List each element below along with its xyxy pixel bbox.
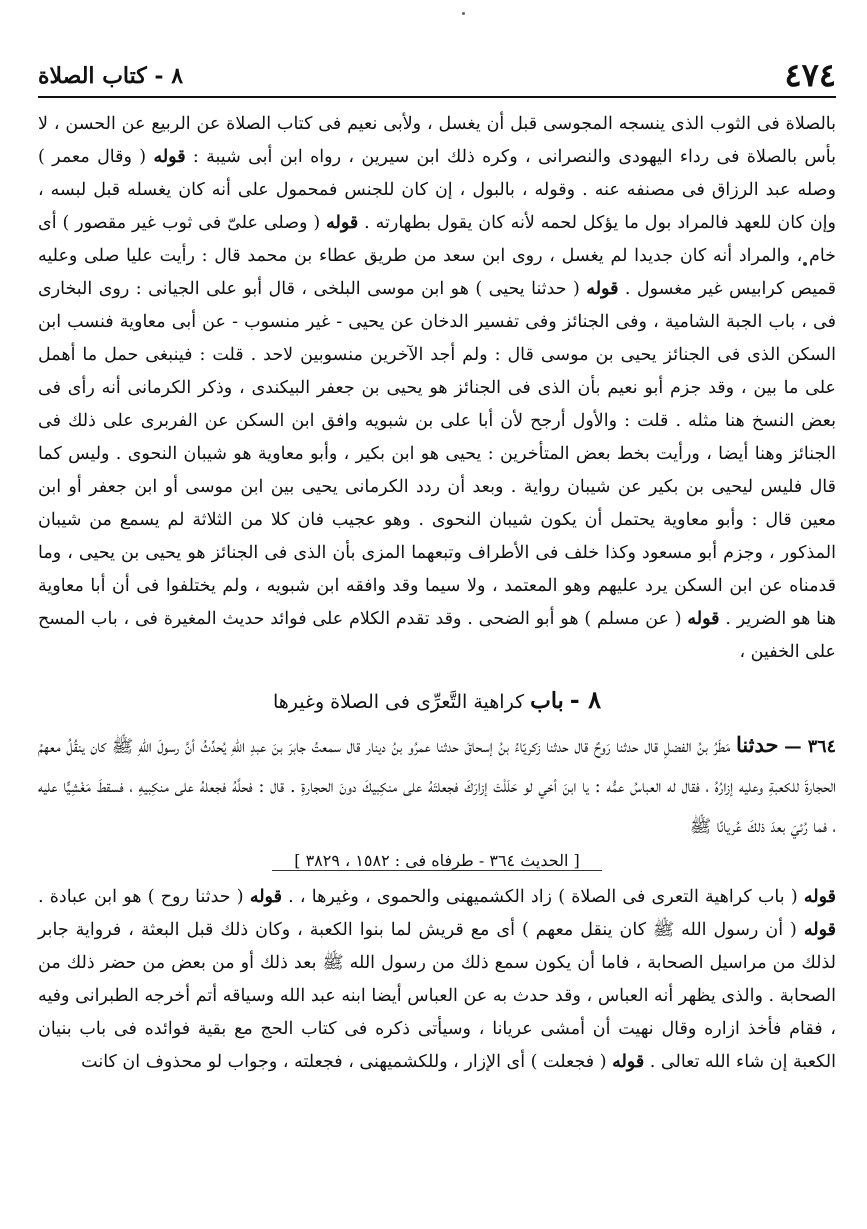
qawluhu-marker: قوله: [687, 609, 720, 629]
page: [38, 54, 836, 1079]
hadith-opening: حدثنا: [735, 732, 779, 757]
commentary-segment: بالصلاة فى الثوب الذى ينسجه المجوسى قبل أن يغسل ، ولأبى نعيم فى كتاب الصلاة عن الربيع عن الحسن ، لا بأس بالصلاة فى رداء اليهودى والنصرانى ، وكره ذلك ابن سيرين ، رواه ابن أبى شيبة :: [38, 114, 837, 167]
commentary-segment: ( حدثنا يحيى ) هو ابن موسى البلخى ، قال أبو على الجيانى : روى البخارى فى ، باب الجبة الشامية ، وفى الجنائز وفى تفسير الدخان عن يحيى - غير منسوب - عن أبى معاوية فنسب ابن السكن الذى فى الجنائز يحيى بن موسى قال : ولم أجد الآخرين منسوبين لاحد . قلت : فينبغى حمل ما أهمل على ما بين ، وقد جزم أبو نعيم بأن الذى فى الجنائز هو يحيى بن جعفر البيكندى ، وذكر الكرمانى أنه رأى فى بعض النسخ هنا مثله . قلت : والأول أرجح لأن أبا على بن شبويه وافق ابن السكن عن الفربرى على ذلك فى الجنائز وهنا أيضا ، ورأيت بخط بعض المتأخرين : يحيى هو ابن بكير ، وأبو معاوية هو شيبان النحوى . وليس كما قال فليس ليحيى بن بكير عن شيبان رواية . وبعد أن ردد الكرمانى يحيى بين ابن موسى أو ابن جعفر أو ابن معين قال : وأبو معاوية يحتمل أن يكون شيبان النحوى . وهو عجيب فان كلا من الثلاثة لم يسمع من شيبان المذكور ، وجزم أبو مسعود وكذا خلف فى الأطراف وتبعهما المزى بأن الذى فى الجنائز هو يحيى بن يحيى ، وما قدمناه عن ابن السكن يرد عليهم وهو المعتمد ، ولا سيما وقد وافقه ابن شبويه ، ولم يختلفوا فى أن أبا معاوية هنا هو الضرير .: [38, 279, 836, 629]
qawluhu-marker: قوله: [586, 279, 619, 299]
page-number: ٤٧٤: [784, 56, 836, 94]
commentary-segment: ( وصلى علىّ فى ثوب غير مقصور ) أى خام ، والمراد أنه كان جديدا لم يغسل ، روى ابن سعد من طريق عطاء بن محمد قال : رأيت عليا صلى وعليه قميص كرابيس غير مغسول .: [38, 213, 837, 299]
commentary-bottom: [38, 881, 836, 1079]
header-mark: [462, 12, 465, 15]
commentary-segment: ( وقال معمر ) وصله عبد الرزاق فى مصنفه عنه . وقوله ، بالبول ، إن كان للجنس فمحمول على أنه كان يغسله قبل لبسه ، وإن كان للعهد فالمراد بول ما يؤكل لحمه لأنه كان يقول بطهارته .: [38, 147, 836, 233]
commentary-segment: ( أن رسول الله ﷺ كان ينقل معهم ) أى مع قريش لما بنوا الكعبة ، وكان ذلك قبل البعثة ، فرواية جابر لذلك من مراسيل الصحابة ، فاما أن يكون سمع ذلك من رسول الله ﷺ بعد ذلك أو من بعض من حضر ذلك من الصحابة . والذى يظهر أنه العباس ، وقد حدث به عن العباس أيضا ابنه عبد الله وسياقه أتم أخرجه الطبرانى وفيه ، فقام فأخذ ازاره وقال نهيت أن أمشى عريانا ، وسيأتى ذكره فى كتاب الحج مع بقية فوائده فى باب بنيان الكعبة إن شاء الله تعالى .: [38, 920, 836, 1072]
qawluhu-marker: قوله: [612, 1052, 645, 1072]
qawluhu-marker: قوله: [326, 213, 359, 233]
chapter-title: كراهية التَّعرِّى فى الصلاة وغيرها: [273, 691, 525, 713]
commentary-top: [38, 108, 836, 669]
references-rule: [272, 870, 602, 871]
chapter-word: باب: [530, 688, 564, 714]
qawluhu-marker: قوله: [249, 887, 282, 907]
hadith-body: مَطَرُ بنُ الفضلِ قال حدثنا رَوحٌ قال حدثنا زكريّاءُ بنُ إسحاقَ حدثنا عمرُو بنُ دينار قال سمعتُ جابرَ بنَ عبدِ اللهِ يُحدِّثُ أنَّ رسولَ اللهِ ﷺ كان ينقُلُ معهمُ الحجارةَ للكعبةِ وعليه إزارُهُ ، فقال له العباسُ عمُّه : يا ابنَ أخي لو حَلَلْتَ إزارَكَ فجعلتَهُ على منكِبيكَ دونَ الحجارةِ . قال : فحلَّهُ فجعلهُ على منكِبيهِ ، فسقطَ مَغْشِيًّا عليه ، فما رُئيَ بعدَ ذلكَ عُريانًا ﷺ: [38, 737, 836, 837]
qawluhu-marker: قوله: [803, 920, 836, 940]
commentary-segment: ( باب كراهية التعرى فى الصلاة ) زاد الكشميهنى والحموى ، وغيرها ، .: [281, 887, 804, 907]
page-header: [38, 54, 836, 98]
hadith-text: [38, 725, 836, 847]
commentary-segment: ( عن مسلم ) هو أبو الضحى . وقد تقدم الكلام على فوائد حديث المغيرة فى ، باب المسح على الخفين ،: [38, 609, 836, 662]
qawluhu-marker: قوله: [153, 147, 186, 167]
hadith-references-text: [ الحديث ٣٦٤ - طرفاه فى : ١٥٨٢ ، ٣٨٢٩ ]: [294, 851, 580, 870]
chapter-heading: [38, 683, 836, 719]
running-title: ٨ - كتاب الصلاة: [38, 63, 184, 89]
hadith-references: [38, 851, 836, 871]
qawluhu-marker: قوله: [803, 887, 836, 907]
commentary-segment: ( فجعلت ) أى الإزار ، وللكشميهنى ، فجعلته ، وجواب لو محذوف ان كانت: [81, 1052, 613, 1072]
chapter-number: ٨ -: [569, 685, 601, 714]
commentary-segment: ( حدثنا روح ) هو ابن عبادة .: [38, 887, 250, 907]
hadith-number: ٣٦٤ —: [784, 737, 836, 757]
